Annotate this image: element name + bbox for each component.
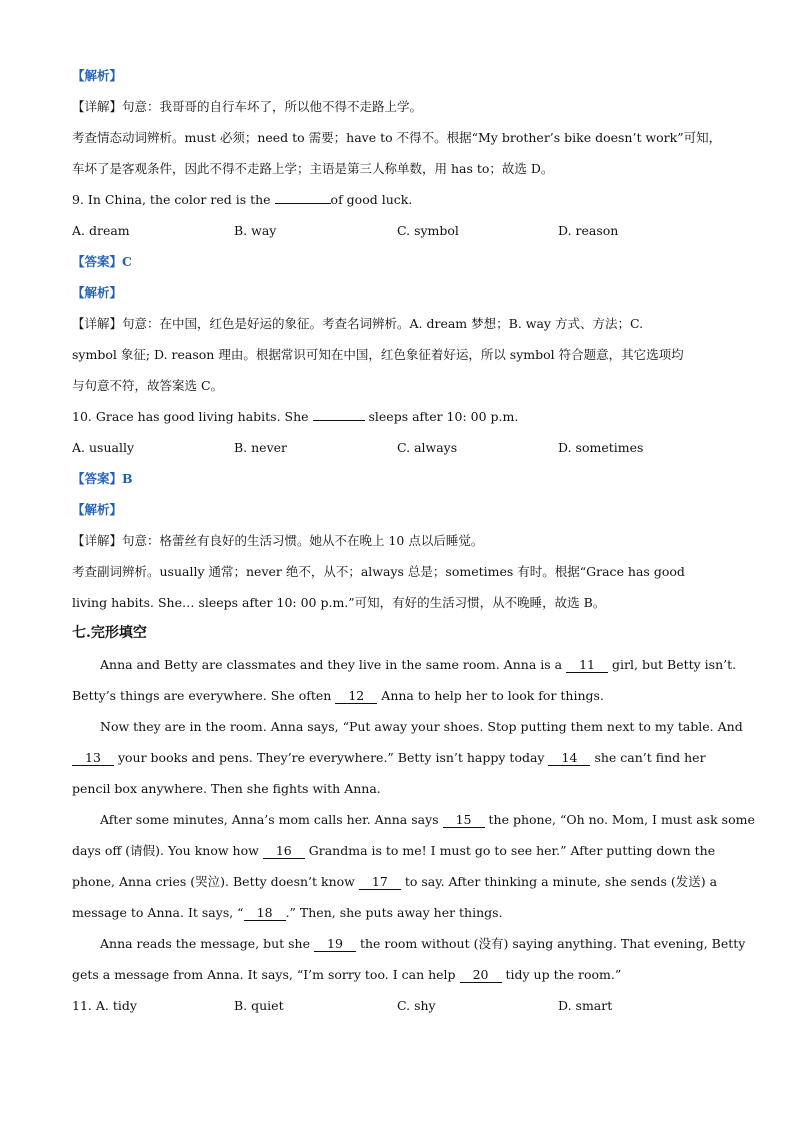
passage-text: your books and pens. They’re everywhere.” Betty isn’t happy today — [114, 750, 549, 765]
q10-option-d: D. sometimes — [558, 440, 644, 455]
passage-text: days off (请假). You know how — [72, 843, 263, 858]
q8-detail-line: 车坏了是客观条件，因此不得不走路上学；主语是第三人称单数，用 has to；故选 D。 — [72, 161, 554, 176]
passage-text: she can’t find her — [590, 750, 706, 765]
q9-option-d: D. reason — [558, 223, 619, 238]
q9-answer-text: 【答案】C — [72, 254, 132, 269]
passage-line — [72, 649, 737, 680]
blank-17: 17 — [359, 875, 401, 890]
passage-text: After some minutes, Anna’s mom calls her. Anna says — [100, 812, 443, 827]
q10-stem — [72, 401, 724, 432]
passage-text: Betty’s things are everywhere. She often — [72, 688, 336, 703]
q9-stem-before: 9. In China, the color red is the — [72, 192, 275, 207]
q11-option-c: C. shy — [397, 998, 436, 1013]
passage-line — [72, 959, 724, 990]
q8-detail-line: 【详解】句意：我哥哥的自行车坏了，所以他不得不走路上学。 — [72, 99, 423, 114]
passage-text: to say. After thinking a minute, she sends (发送) a — [400, 874, 718, 889]
q10-stem-after: sleeps after 10: 00 p.m. — [364, 409, 519, 424]
q9-analysis-tag: 【解析】 — [72, 285, 123, 300]
passage-text: girl, but Betty isn’t. — [608, 657, 737, 672]
passage-text: Anna to help her to look for things. — [377, 688, 604, 703]
passage-line — [72, 773, 724, 804]
q10-options — [72, 432, 724, 463]
blank-18: 18 — [244, 906, 286, 921]
q10-option-a: A. usually — [72, 440, 134, 455]
passage-line — [72, 711, 743, 742]
q9-stem-after: of good luck. — [330, 192, 413, 207]
q9-answer — [72, 246, 724, 277]
q10-blank — [313, 420, 365, 421]
passage-text: Anna reads the message, but she — [100, 936, 314, 951]
q8-detail-line: 考查情态动词辨析。must 必须；need to 需要；have to 不得不。根据“My brother’s bike doesn’t work”可知， — [72, 130, 722, 145]
blank-19: 19 — [314, 937, 356, 952]
section-title: 七.完形填空 — [72, 625, 147, 641]
q11-option-b: B. quiet — [234, 998, 284, 1013]
q9-option-c: C. symbol — [397, 223, 459, 238]
passage-text: tidy up the room.” — [501, 967, 622, 982]
passage-text: Grandma is to me! I must go to see her.” After putting down the — [304, 843, 716, 858]
blank-20: 20 — [460, 968, 502, 983]
q10-detail-line: 【详解】句意：格蕾丝有良好的生活习惯。她从不在晚上 10 点以后睡觉。 — [72, 533, 484, 548]
q9-options — [72, 215, 724, 246]
passage-text: phone, Anna cries (哭泣). Betty doesn’t know — [72, 874, 359, 889]
q9-option-a: A. dream — [72, 223, 130, 238]
q10-answer-text: 【答案】B — [72, 471, 133, 486]
passage-line — [72, 835, 724, 866]
passage-line — [72, 804, 755, 835]
passage-text: .” Then, she puts away her things. — [285, 905, 503, 920]
q10-stem-before: 10. Grace has good living habits. She — [72, 409, 313, 424]
q11-options — [72, 990, 724, 1021]
passage-line — [72, 742, 724, 773]
blank-13: 13 — [72, 751, 114, 766]
passage-text: Now they are in the room. Anna says, “Put away your shoes. Stop putting them next to my table. And — [100, 719, 743, 734]
q11-option-a: 11. A. tidy — [72, 998, 137, 1013]
q9-detail-line: 【详解】句意：在中国，红色是好运的象征。考查名词辨析。A. dream 梦想；B. way 方式、方法；C. — [72, 316, 644, 331]
q10-option-c: C. always — [397, 440, 458, 455]
passage-text: gets a message from Anna. It says, “I’m sorry too. I can help — [72, 967, 460, 982]
passage-text: message to Anna. It says, “ — [72, 905, 244, 920]
q10-detail-line: living habits. She… sleeps after 10: 00 p.m.”可知，有好的生活习惯，从不晚睡，故选 B。 — [72, 595, 606, 610]
q10-answer — [72, 463, 724, 494]
q8-analysis-tag: 【解析】 — [72, 68, 123, 83]
passage-text: pencil box anywhere. Then she fights with Anna. — [72, 781, 381, 796]
q10-option-b: B. never — [234, 440, 288, 455]
blank-11: 11 — [566, 658, 608, 673]
q9-detail-line: symbol 象征; D. reason 理由。根据常识可知在中国，红色象征着好运，所以 symbol 符合题意，其它选项均 — [72, 347, 684, 362]
blank-15: 15 — [443, 813, 485, 828]
passage-line — [72, 928, 746, 959]
q10-analysis-tag: 【解析】 — [72, 502, 123, 517]
blank-12: 12 — [335, 689, 377, 704]
q9-stem — [72, 184, 724, 215]
q10-detail-line: 考查副词辨析。usually 通常；never 绝不，从不；always 总是；sometimes 有时。根据“Grace has good — [72, 564, 685, 579]
passage-line — [72, 866, 724, 897]
blank-14: 14 — [548, 751, 590, 766]
passage-text: Anna and Betty are classmates and they live in the same room. Anna is a — [100, 657, 567, 672]
q9-blank — [275, 203, 331, 204]
passage-line — [72, 680, 724, 711]
q9-detail-line: 与句意不符，故答案选 C。 — [72, 378, 224, 393]
passage-line — [72, 897, 724, 928]
q11-option-d: D. smart — [558, 998, 613, 1013]
blank-16: 16 — [263, 844, 305, 859]
passage-text: the phone, “Oh no. Mom, I must ask some — [484, 812, 755, 827]
q9-option-b: B. way — [234, 223, 277, 238]
passage-text: the room without (没有) saying anything. That evening, Betty — [355, 936, 746, 951]
document-page — [72, 60, 755, 1021]
